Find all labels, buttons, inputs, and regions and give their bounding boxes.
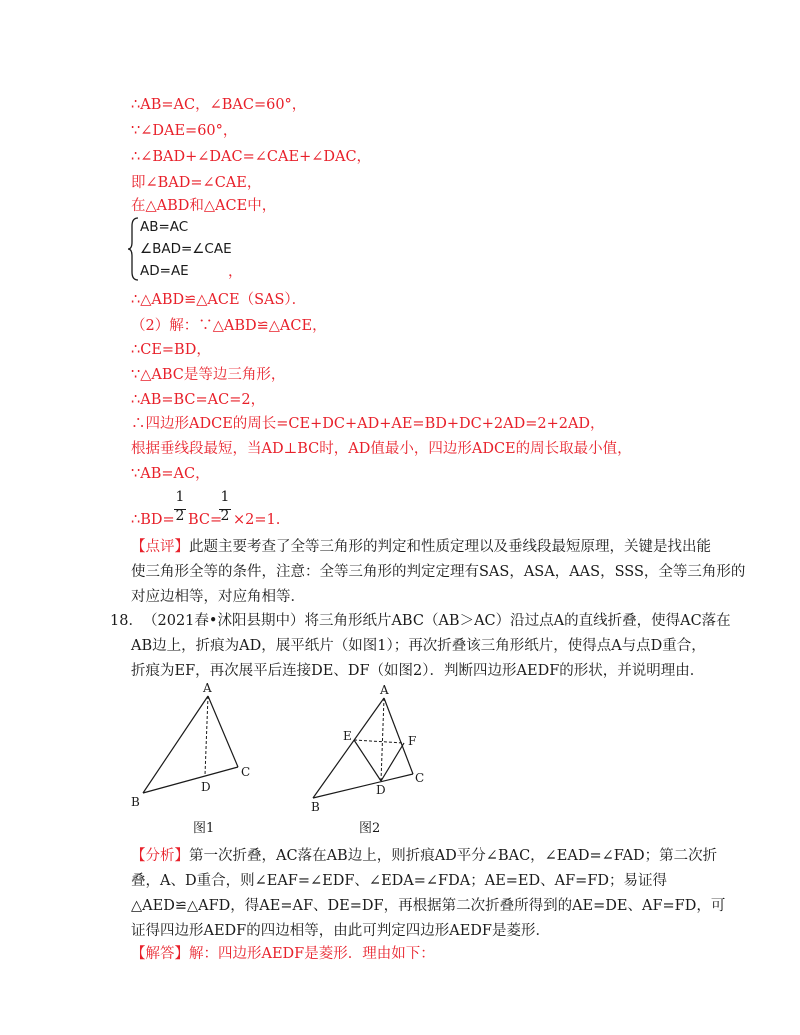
proof-line-8: ∴CE=BD， bbox=[131, 342, 211, 358]
fig1-label-c: C bbox=[241, 765, 251, 779]
proof-line-13: ∵AB=AC， bbox=[131, 466, 210, 482]
fig1-label-a: A bbox=[203, 681, 212, 695]
proof-line-7: （2）解：∵△ABD≌△ACE， bbox=[131, 318, 327, 334]
proof-line-10: ∴AB=BC=AC=2， bbox=[131, 392, 266, 408]
proof-line-6: ∴△ABD≌△ACE（SAS）． bbox=[131, 292, 307, 308]
fraction-suffix: ×2=1. bbox=[233, 512, 281, 528]
proof-line-5: 在△ABD和△ACE中， bbox=[131, 198, 277, 214]
analysis-line-1 bbox=[131, 846, 717, 866]
comment-line-2: 使三角形全等的条件，注意：全等三角形的判定定理有SAS，ASA，AAS，SSS，全等三角形的 bbox=[131, 564, 746, 580]
system-eq-2: ∠BAD=∠CAE bbox=[140, 241, 232, 257]
fig2-label-e: E bbox=[343, 729, 352, 743]
answer-tag: 【解答】 bbox=[131, 946, 189, 962]
analysis-line-2: 叠，A、D重合，则∠EAF=∠EDF、∠EDA=∠FDA；AE=ED、AF=FD；易证得 bbox=[131, 873, 668, 889]
fraction-mid: BC= bbox=[188, 512, 223, 528]
fig1-label-d: D bbox=[201, 780, 211, 794]
fraction-1-denominator: 2 bbox=[175, 508, 185, 524]
analysis-line-4: 证得四边形AEDF的四边相等，由此可判定四边形AEDF是菱形． bbox=[131, 923, 550, 939]
problem-line-1: （2021春•沭阳县期中）将三角形纸片ABC（AB＞AC）沿过点A的直线折叠，使得AC落在 bbox=[143, 613, 731, 629]
analysis-text-1: 第一次折叠，AC落在AB边上，则折痕AD平分∠BAC，∠EAD=∠FAD；第二次折 bbox=[189, 848, 718, 864]
problem-line-2: AB边上，折痕为AD，展平纸片（如图1）；再次折叠该三角形纸片，使得点A与点D重合， bbox=[131, 638, 706, 654]
fig2-label-a: A bbox=[380, 683, 389, 697]
fig2-label-c: C bbox=[415, 771, 425, 785]
fraction-2-numerator: 1 bbox=[220, 489, 230, 505]
analysis-line-3: △AED≌△AFD，得AE=AF、DE=DF，再根据第二次折叠所得到的AE=DE、AF=FD，可 bbox=[131, 898, 726, 914]
fig1-label-b: B bbox=[131, 795, 140, 809]
fig2-caption: 图2 bbox=[359, 821, 381, 836]
answer-line bbox=[131, 944, 435, 964]
fig1-caption: 图1 bbox=[193, 821, 215, 836]
problem-line-3: 折痕为EF，再次展平后连接DE、DF（如图2）．判断四边形AEDF的形状，并说明理由． bbox=[131, 663, 705, 679]
equation-system bbox=[127, 216, 237, 282]
system-eq-1: AB=AC bbox=[140, 219, 189, 235]
figures bbox=[125, 678, 465, 838]
answer-text: 解：四边形AEDF是菱形．理由如下： bbox=[189, 946, 435, 962]
analysis-tag: 【分析】 bbox=[131, 848, 189, 864]
brace-icon bbox=[127, 216, 141, 282]
comment-line-1 bbox=[131, 537, 711, 557]
fraction-prefix: ∴BD= bbox=[131, 512, 175, 528]
proof-line-12: 根据垂线段最短，当AD⊥BC时，AD值最小，四边形ADCE的周长取最小值， bbox=[131, 441, 632, 457]
comment-tag: 【点评】 bbox=[131, 539, 189, 555]
figure-2 bbox=[311, 683, 424, 814]
proof-line-11: ∴四边形ADCE的周长=CE+DC+AD+AE=BD+DC+2AD=2+2AD， bbox=[131, 416, 605, 432]
comment-text-1: 此题主要考查了全等三角形的判定和性质定理以及垂线段最短原理，关键是找出能 bbox=[189, 539, 711, 555]
proof-line-4: 即∠BAD=∠CAE， bbox=[131, 175, 262, 191]
system-comma: ， bbox=[228, 264, 243, 280]
proof-line-9: ∵△ABC是等边三角形， bbox=[131, 367, 286, 383]
fraction-2-denominator: 2 bbox=[220, 508, 230, 524]
proof-line-3: ∴∠BAD+∠DAC=∠CAE+∠DAC， bbox=[131, 149, 372, 165]
fig2-label-b: B bbox=[311, 800, 320, 814]
system-eq-3: AD=AE bbox=[140, 263, 189, 279]
fig2-label-d: D bbox=[376, 783, 386, 797]
problem-number: 18． bbox=[110, 613, 143, 629]
figure-1 bbox=[131, 681, 250, 809]
fraction-1-numerator: 1 bbox=[175, 489, 185, 505]
comment-line-3: 对应边相等，对应角相等． bbox=[131, 589, 305, 605]
proof-line-2: ∵∠DAE=60°， bbox=[131, 123, 238, 139]
proof-line-1: ∴AB=AC，∠BAC=60°， bbox=[131, 97, 307, 113]
fig2-label-f: F bbox=[408, 734, 417, 748]
